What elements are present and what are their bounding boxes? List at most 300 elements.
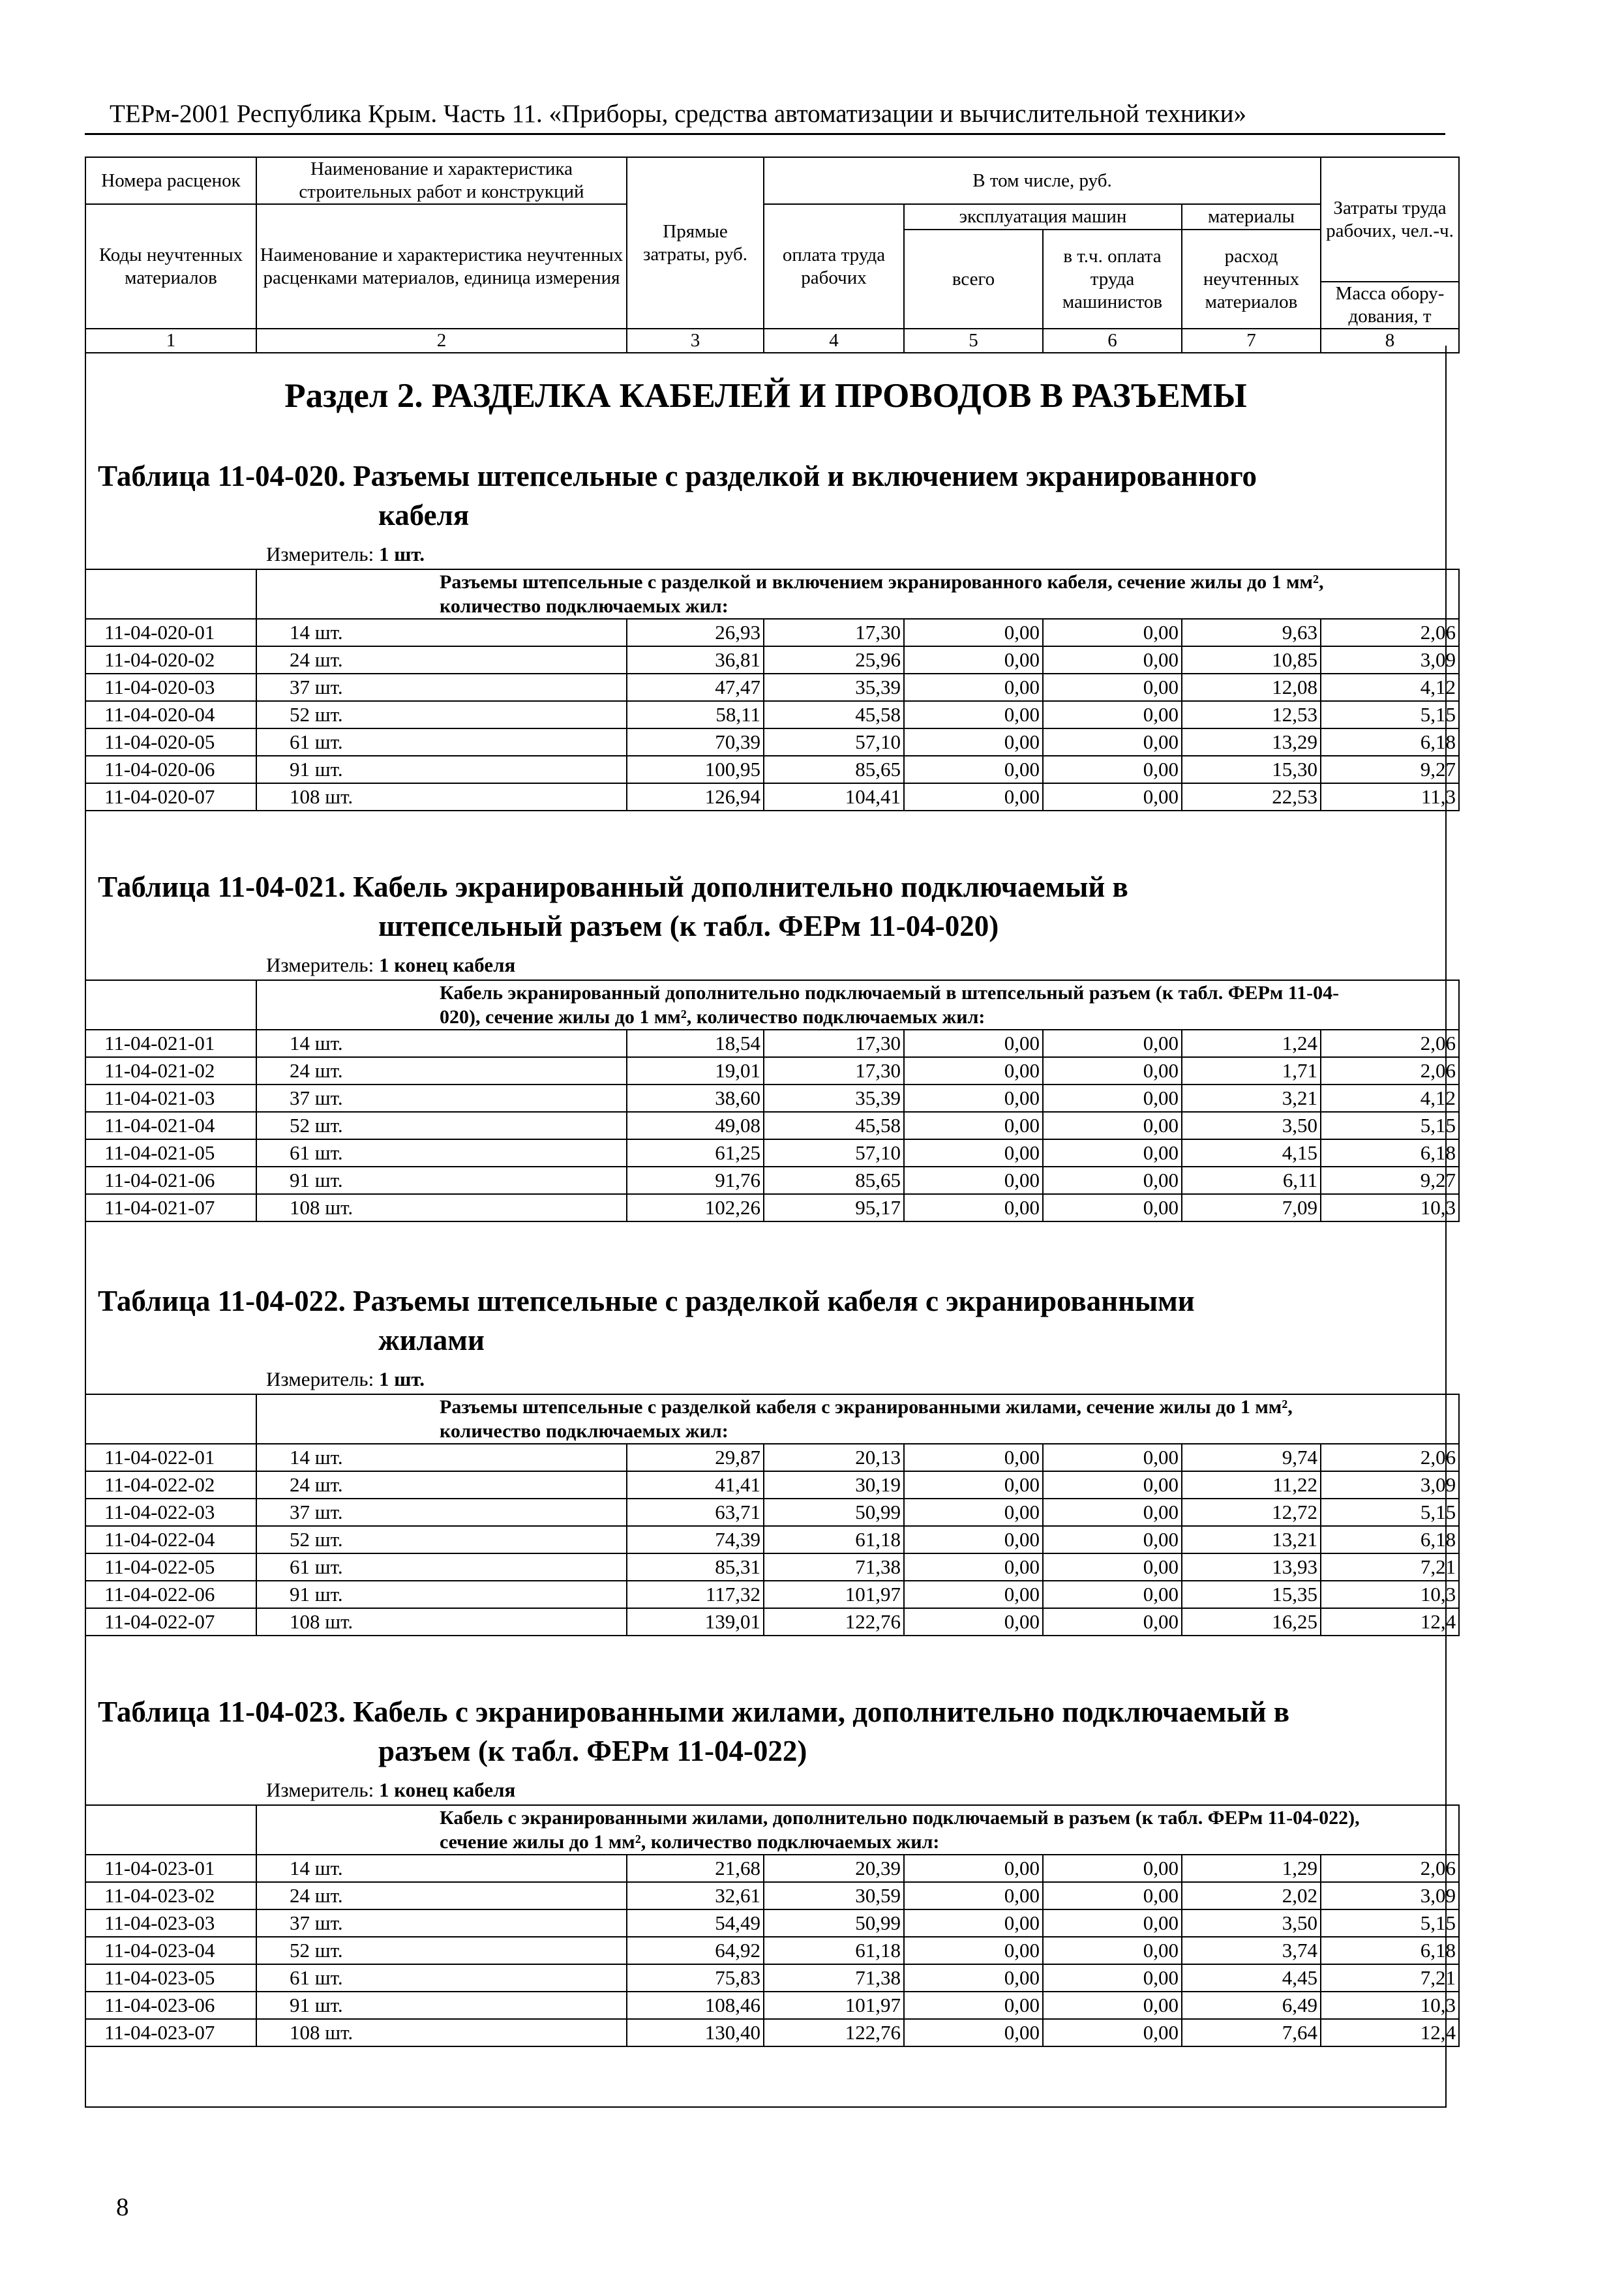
rate-code: 11-04-022-07 bbox=[85, 1608, 256, 1636]
rate-value: 38,60 bbox=[627, 1085, 764, 1112]
rate-value: 3,50 bbox=[1182, 1909, 1321, 1937]
incl-header: В том числе, руб. bbox=[764, 157, 1321, 204]
rate-value: 0,00 bbox=[904, 1964, 1043, 1992]
rate-name: 108 шт. bbox=[256, 1608, 627, 1636]
rate-name: 61 шт. bbox=[256, 1553, 627, 1581]
table-title-line: жилами bbox=[378, 1324, 485, 1356]
rate-value: 101,97 bbox=[764, 1992, 904, 2019]
rate-value: 0,00 bbox=[1043, 1882, 1182, 1909]
running-header: ТЕРм-2001 Республика Крым. Часть 11. «Приборы, средства автоматизации и вычислительной техники» bbox=[110, 100, 1246, 128]
rate-value: 0,00 bbox=[904, 1112, 1043, 1139]
unit-label: Измеритель: bbox=[266, 543, 379, 565]
rate-value: 2,06 bbox=[1321, 1030, 1459, 1057]
rate-value: 15,30 bbox=[1182, 756, 1321, 783]
rate-value: 10,3 bbox=[1321, 1194, 1459, 1221]
rate-value: 0,00 bbox=[904, 2019, 1043, 2046]
rate-value: 0,00 bbox=[1043, 783, 1182, 811]
rate-value: 0,00 bbox=[904, 1057, 1043, 1085]
table-description bbox=[256, 1394, 1459, 1444]
rate-value: 45,58 bbox=[764, 701, 904, 728]
rate-name: 14 шт. bbox=[256, 619, 627, 646]
col7-header: расход неучтенных материалов bbox=[1182, 230, 1321, 329]
rate-value: 0,00 bbox=[904, 1030, 1043, 1057]
rate-value: 7,09 bbox=[1182, 1194, 1321, 1221]
col-num: 5 bbox=[904, 329, 1043, 353]
rate-value: 0,00 bbox=[904, 1194, 1043, 1221]
rate-value: 35,39 bbox=[764, 1085, 904, 1112]
rate-value: 50,99 bbox=[764, 1499, 904, 1526]
rate-value: 0,00 bbox=[1043, 646, 1182, 674]
description-line: количество подключаемых жил: bbox=[440, 1420, 729, 1442]
rate-value: 0,00 bbox=[904, 1581, 1043, 1608]
table-row bbox=[85, 1499, 1459, 1526]
table-row bbox=[85, 701, 1459, 728]
table-description bbox=[256, 980, 1459, 1030]
rate-name: 14 шт. bbox=[256, 1855, 627, 1882]
rate-value: 32,61 bbox=[627, 1882, 764, 1909]
rate-value: 71,38 bbox=[764, 1964, 904, 1992]
rate-value: 0,00 bbox=[1043, 1964, 1182, 1992]
rate-value: 19,01 bbox=[627, 1057, 764, 1085]
rate-name: 24 шт. bbox=[256, 1882, 627, 1909]
col-num: 1 bbox=[85, 329, 256, 353]
rate-value: 61,25 bbox=[627, 1139, 764, 1167]
table-row bbox=[85, 756, 1459, 783]
rate-name: 61 шт. bbox=[256, 1139, 627, 1167]
description-blank-cell bbox=[85, 569, 256, 619]
rate-code: 11-04-021-02 bbox=[85, 1057, 256, 1085]
rate-value: 0,00 bbox=[1043, 1112, 1182, 1139]
rate-value: 0,00 bbox=[904, 1139, 1043, 1167]
rate-name: 108 шт. bbox=[256, 1194, 627, 1221]
col2-header-bottom: Наименование и характеристика неучтенных расценками материалов, единица измерения bbox=[256, 204, 627, 329]
rate-value: 18,54 bbox=[627, 1030, 764, 1057]
rate-value: 64,92 bbox=[627, 1937, 764, 1964]
rate-value: 101,97 bbox=[764, 1581, 904, 1608]
rate-code: 11-04-021-01 bbox=[85, 1030, 256, 1057]
col-num: 6 bbox=[1043, 329, 1182, 353]
rate-value: 5,15 bbox=[1321, 1909, 1459, 1937]
unit-value: 1 шт. bbox=[378, 543, 425, 565]
rate-code: 11-04-023-05 bbox=[85, 1964, 256, 1992]
rate-value: 0,00 bbox=[1043, 701, 1182, 728]
description-line: количество подключаемых жил: bbox=[440, 595, 729, 617]
rate-value: 2,06 bbox=[1321, 1057, 1459, 1085]
rate-code: 11-04-022-05 bbox=[85, 1553, 256, 1581]
rate-value: 0,00 bbox=[1043, 619, 1182, 646]
rate-code: 11-04-020-05 bbox=[85, 728, 256, 756]
rate-value: 0,00 bbox=[1043, 2019, 1182, 2046]
rate-value: 0,00 bbox=[904, 1167, 1043, 1194]
rate-value: 6,18 bbox=[1321, 1937, 1459, 1964]
description-row bbox=[85, 569, 1459, 619]
rate-value: 3,74 bbox=[1182, 1937, 1321, 1964]
rate-value: 10,3 bbox=[1321, 1992, 1459, 2019]
col-num: 3 bbox=[627, 329, 764, 353]
table-row bbox=[85, 1167, 1459, 1194]
col5-header: всего bbox=[904, 230, 1043, 329]
description-line: 020), сечение жилы до 1 мм², количество подключаемых жил: bbox=[440, 1006, 985, 1028]
rate-value: 74,39 bbox=[627, 1526, 764, 1553]
rate-value: 12,08 bbox=[1182, 674, 1321, 701]
rate-value: 17,30 bbox=[764, 1057, 904, 1085]
rate-code: 11-04-023-02 bbox=[85, 1882, 256, 1909]
rate-value: 0,00 bbox=[904, 1909, 1043, 1937]
unit-line bbox=[266, 541, 425, 567]
rate-value: 9,27 bbox=[1321, 756, 1459, 783]
rate-code: 11-04-020-07 bbox=[85, 783, 256, 811]
rate-value: 3,09 bbox=[1321, 1882, 1459, 1909]
rate-code: 11-04-021-07 bbox=[85, 1194, 256, 1221]
rate-code: 11-04-021-06 bbox=[85, 1167, 256, 1194]
rate-value: 5,15 bbox=[1321, 1112, 1459, 1139]
rate-name: 37 шт. bbox=[256, 1499, 627, 1526]
rate-value: 10,3 bbox=[1321, 1581, 1459, 1608]
rate-name: 61 шт. bbox=[256, 1964, 627, 1992]
col2-header-top: Наименование и характеристика строительных работ и конструкций bbox=[256, 157, 627, 204]
rate-value: 41,41 bbox=[627, 1471, 764, 1499]
rate-value: 61,18 bbox=[764, 1937, 904, 1964]
rate-value: 70,39 bbox=[627, 728, 764, 756]
rate-value: 16,25 bbox=[1182, 1608, 1321, 1636]
table-row bbox=[85, 1882, 1459, 1909]
table-title bbox=[98, 1692, 1422, 1771]
table-row bbox=[85, 619, 1459, 646]
rate-name: 91 шт. bbox=[256, 1581, 627, 1608]
rate-value: 0,00 bbox=[904, 646, 1043, 674]
table-title-line: Таблица 11-04-021. Кабель экранированный дополнительно подключаемый в bbox=[98, 871, 1128, 903]
rate-value: 0,00 bbox=[904, 619, 1043, 646]
rate-value: 1,71 bbox=[1182, 1057, 1321, 1085]
rate-value: 13,29 bbox=[1182, 728, 1321, 756]
rate-value: 20,13 bbox=[764, 1444, 904, 1471]
rate-value: 1,24 bbox=[1182, 1030, 1321, 1057]
rate-value: 4,12 bbox=[1321, 674, 1459, 701]
rate-value: 35,39 bbox=[764, 674, 904, 701]
description-blank-cell bbox=[85, 980, 256, 1030]
rate-value: 0,00 bbox=[1043, 1085, 1182, 1112]
rate-value: 17,30 bbox=[764, 619, 904, 646]
rate-value: 25,96 bbox=[764, 646, 904, 674]
table-row bbox=[85, 728, 1459, 756]
table-row bbox=[85, 1526, 1459, 1553]
col8-header-bottom: Масса обору-дования, т bbox=[1321, 282, 1459, 329]
rate-value: 104,41 bbox=[764, 783, 904, 811]
rate-name: 91 шт. bbox=[256, 1992, 627, 2019]
rate-value: 2,06 bbox=[1321, 1444, 1459, 1471]
rate-value: 7,21 bbox=[1321, 1553, 1459, 1581]
rate-name: 37 шт. bbox=[256, 1085, 627, 1112]
rate-name: 14 шт. bbox=[256, 1444, 627, 1471]
col8-header-top: Затраты труда рабочих, чел.-ч. bbox=[1321, 157, 1459, 282]
rate-value: 0,00 bbox=[1043, 1909, 1182, 1937]
rate-value: 5,15 bbox=[1321, 1499, 1459, 1526]
table-row bbox=[85, 2019, 1459, 2046]
rate-code: 11-04-020-02 bbox=[85, 646, 256, 674]
table-row bbox=[85, 1855, 1459, 1882]
description-line: Кабель экранированный дополнительно подключаемый в штепсельный разъем (к табл. ФЕРм 11-04- bbox=[440, 982, 1340, 1004]
rate-value: 95,17 bbox=[764, 1194, 904, 1221]
rate-value: 0,00 bbox=[1043, 1471, 1182, 1499]
rate-value: 54,49 bbox=[627, 1909, 764, 1937]
materials-header: материалы bbox=[1182, 204, 1321, 230]
rate-value: 11,22 bbox=[1182, 1471, 1321, 1499]
table-row bbox=[85, 646, 1459, 674]
rate-code: 11-04-020-06 bbox=[85, 756, 256, 783]
rate-value: 12,4 bbox=[1321, 2019, 1459, 2046]
rate-value: 3,21 bbox=[1182, 1085, 1321, 1112]
unit-line bbox=[266, 1366, 425, 1392]
rate-value: 2,06 bbox=[1321, 1855, 1459, 1882]
rate-value: 102,26 bbox=[627, 1194, 764, 1221]
rate-name: 108 шт. bbox=[256, 783, 627, 811]
table-row bbox=[85, 1030, 1459, 1057]
rate-code: 11-04-023-04 bbox=[85, 1937, 256, 1964]
description-line: сечение жилы до 1 мм², количество подключаемых жил: bbox=[440, 1831, 940, 1853]
table-row bbox=[85, 783, 1459, 811]
rate-value: 0,00 bbox=[1043, 1992, 1182, 2019]
rate-value: 36,81 bbox=[627, 646, 764, 674]
rate-code: 11-04-023-03 bbox=[85, 1909, 256, 1937]
table-row bbox=[85, 1964, 1459, 1992]
description-blank-cell bbox=[85, 1805, 256, 1855]
rate-value: 122,76 bbox=[764, 2019, 904, 2046]
rate-value: 0,00 bbox=[904, 728, 1043, 756]
col-num: 7 bbox=[1182, 329, 1321, 353]
rate-value: 117,32 bbox=[627, 1581, 764, 1608]
rate-name: 52 шт. bbox=[256, 1526, 627, 1553]
rate-value: 20,39 bbox=[764, 1855, 904, 1882]
table-description bbox=[256, 1805, 1459, 1855]
rate-value: 0,00 bbox=[1043, 1608, 1182, 1636]
col3-header: Прямые затраты, руб. bbox=[627, 157, 764, 329]
rates-table bbox=[85, 1804, 1460, 2047]
rate-value: 3,09 bbox=[1321, 1471, 1459, 1499]
unit-label: Измеритель: bbox=[266, 953, 379, 976]
rate-value: 0,00 bbox=[1043, 1526, 1182, 1553]
rate-name: 91 шт. bbox=[256, 1167, 627, 1194]
rate-value: 30,19 bbox=[764, 1471, 904, 1499]
rate-code: 11-04-022-06 bbox=[85, 1581, 256, 1608]
rate-name: 37 шт. bbox=[256, 1909, 627, 1937]
rate-value: 10,85 bbox=[1182, 646, 1321, 674]
rate-code: 11-04-021-05 bbox=[85, 1139, 256, 1167]
rate-name: 37 шт. bbox=[256, 674, 627, 701]
rate-value: 12,72 bbox=[1182, 1499, 1321, 1526]
rate-code: 11-04-023-07 bbox=[85, 2019, 256, 2046]
unit-label: Измеритель: bbox=[266, 1778, 379, 1801]
rate-code: 11-04-022-02 bbox=[85, 1471, 256, 1499]
rate-value: 85,65 bbox=[764, 1167, 904, 1194]
table-row bbox=[85, 1937, 1459, 1964]
rates-table bbox=[85, 569, 1460, 811]
table-title bbox=[98, 1281, 1422, 1360]
table-description bbox=[256, 569, 1459, 619]
table-title bbox=[98, 456, 1422, 535]
rate-value: 12,4 bbox=[1321, 1608, 1459, 1636]
rate-value: 91,76 bbox=[627, 1167, 764, 1194]
section-title: Раздел 2. РАЗДЕЛКА КАБЕЛЕЙ И ПРОВОДОВ В РАЗЪЕМЫ bbox=[284, 377, 1247, 415]
rate-value: 130,40 bbox=[627, 2019, 764, 2046]
rate-value: 26,93 bbox=[627, 619, 764, 646]
rate-value: 0,00 bbox=[904, 1992, 1043, 2019]
rate-value: 12,53 bbox=[1182, 701, 1321, 728]
table-title-line: Таблица 11-04-020. Разъемы штепсельные с разделкой и включением экранированного bbox=[98, 460, 1257, 492]
rate-value: 0,00 bbox=[904, 783, 1043, 811]
rate-name: 24 шт. bbox=[256, 1471, 627, 1499]
description-row bbox=[85, 980, 1459, 1030]
rate-value: 9,27 bbox=[1321, 1167, 1459, 1194]
table-row bbox=[85, 1608, 1459, 1636]
rate-name: 52 шт. bbox=[256, 701, 627, 728]
unit-line bbox=[266, 952, 515, 978]
rate-value: 122,76 bbox=[764, 1608, 904, 1636]
rate-name: 52 шт. bbox=[256, 1937, 627, 1964]
rate-code: 11-04-021-04 bbox=[85, 1112, 256, 1139]
rate-value: 47,47 bbox=[627, 674, 764, 701]
rate-value: 0,00 bbox=[904, 1526, 1043, 1553]
rate-name: 24 шт. bbox=[256, 1057, 627, 1085]
rate-name: 24 шт. bbox=[256, 646, 627, 674]
rate-value: 7,21 bbox=[1321, 1964, 1459, 1992]
rate-value: 85,31 bbox=[627, 1553, 764, 1581]
rate-value: 0,00 bbox=[1043, 1581, 1182, 1608]
rate-value: 0,00 bbox=[1043, 1167, 1182, 1194]
table-row bbox=[85, 1139, 1459, 1167]
rate-value: 0,00 bbox=[1043, 1139, 1182, 1167]
col4-header: оплата труда рабочих bbox=[764, 204, 904, 329]
rate-code: 11-04-020-01 bbox=[85, 619, 256, 646]
rate-value: 2,06 bbox=[1321, 619, 1459, 646]
rate-value: 5,15 bbox=[1321, 701, 1459, 728]
rates-table bbox=[85, 1394, 1460, 1636]
rate-value: 0,00 bbox=[904, 1608, 1043, 1636]
rate-value: 50,99 bbox=[764, 1909, 904, 1937]
rate-value: 0,00 bbox=[1043, 728, 1182, 756]
rate-value: 0,00 bbox=[904, 1444, 1043, 1471]
rate-value: 61,18 bbox=[764, 1526, 904, 1553]
description-blank-cell bbox=[85, 1394, 256, 1444]
table-row bbox=[85, 1112, 1459, 1139]
rate-value: 0,00 bbox=[904, 1937, 1043, 1964]
rate-value: 9,63 bbox=[1182, 619, 1321, 646]
unit-value: 1 конец кабеля bbox=[378, 953, 516, 976]
rate-value: 49,08 bbox=[627, 1112, 764, 1139]
rate-value: 13,93 bbox=[1182, 1553, 1321, 1581]
rate-value: 30,59 bbox=[764, 1882, 904, 1909]
table-row bbox=[85, 1909, 1459, 1937]
rate-value: 6,18 bbox=[1321, 1526, 1459, 1553]
rate-value: 0,00 bbox=[1043, 1937, 1182, 1964]
description-row bbox=[85, 1394, 1459, 1444]
rates-table bbox=[85, 980, 1460, 1222]
rate-value: 0,00 bbox=[1043, 1444, 1182, 1471]
table-row bbox=[85, 1581, 1459, 1608]
unit-value: 1 шт. bbox=[378, 1368, 425, 1390]
description-line: Разъемы штепсельные с разделкой кабеля с экранированными жилами, сечение жилы до 1 мм², bbox=[440, 1396, 1293, 1418]
rate-value: 6,18 bbox=[1321, 728, 1459, 756]
rate-value: 3,09 bbox=[1321, 646, 1459, 674]
rate-name: 108 шт. bbox=[256, 2019, 627, 2046]
rate-code: 11-04-022-03 bbox=[85, 1499, 256, 1526]
rate-value: 3,50 bbox=[1182, 1112, 1321, 1139]
table-row bbox=[85, 1444, 1459, 1471]
page-number: 8 bbox=[116, 2193, 129, 2221]
col6-header: в т.ч. оплата труда машинистов bbox=[1043, 230, 1182, 329]
table-title-line: разъем (к табл. ФЕРм 11-04-022) bbox=[378, 1735, 807, 1767]
rate-value: 0,00 bbox=[904, 1471, 1043, 1499]
machines-header: эксплуатация машин bbox=[904, 204, 1182, 230]
rate-name: 91 шт. bbox=[256, 756, 627, 783]
table-row bbox=[85, 1194, 1459, 1221]
rate-value: 85,65 bbox=[764, 756, 904, 783]
table-title-line: штепсельный разъем (к табл. ФЕРм 11-04-020) bbox=[378, 910, 999, 942]
rate-value: 0,00 bbox=[904, 1882, 1043, 1909]
rate-code: 11-04-023-01 bbox=[85, 1855, 256, 1882]
col-num: 8 bbox=[1321, 329, 1459, 353]
table-row bbox=[85, 1057, 1459, 1085]
description-line: Кабель с экранированными жилами, дополнительно подключаемый в разъем (к табл. ФЕРм 11-04-022), bbox=[440, 1807, 1360, 1829]
rate-code: 11-04-021-03 bbox=[85, 1085, 256, 1112]
rate-value: 57,10 bbox=[764, 1139, 904, 1167]
rate-value: 0,00 bbox=[904, 756, 1043, 783]
description-row bbox=[85, 1805, 1459, 1855]
rate-name: 61 шт. bbox=[256, 728, 627, 756]
unit-value: 1 конец кабеля bbox=[378, 1778, 516, 1801]
table-title bbox=[98, 867, 1422, 946]
rate-value: 0,00 bbox=[904, 674, 1043, 701]
rate-value: 0,00 bbox=[1043, 1553, 1182, 1581]
rate-value: 0,00 bbox=[904, 1553, 1043, 1581]
rate-value: 0,00 bbox=[1043, 1194, 1182, 1221]
column-header-table bbox=[85, 157, 1460, 353]
rate-value: 17,30 bbox=[764, 1030, 904, 1057]
table-row bbox=[85, 1992, 1459, 2019]
rate-value: 0,00 bbox=[904, 1855, 1043, 1882]
description-line: Разъемы штепсельные с разделкой и включением экранированного кабеля, сечение жилы до 1 мм², bbox=[440, 571, 1324, 593]
col-num: 4 bbox=[764, 329, 904, 353]
table-row bbox=[85, 1471, 1459, 1499]
rate-value: 0,00 bbox=[1043, 1855, 1182, 1882]
rate-value: 0,00 bbox=[1043, 1030, 1182, 1057]
rate-value: 6,11 bbox=[1182, 1167, 1321, 1194]
table-row bbox=[85, 1085, 1459, 1112]
rate-code: 11-04-020-04 bbox=[85, 701, 256, 728]
rate-value: 58,11 bbox=[627, 701, 764, 728]
rate-value: 0,00 bbox=[904, 1499, 1043, 1526]
rate-value: 4,12 bbox=[1321, 1085, 1459, 1112]
rate-value: 100,95 bbox=[627, 756, 764, 783]
rate-value: 15,35 bbox=[1182, 1581, 1321, 1608]
rate-code: 11-04-022-04 bbox=[85, 1526, 256, 1553]
table-title-line: кабеля bbox=[378, 499, 470, 531]
rate-value: 0,00 bbox=[1043, 1499, 1182, 1526]
rate-value: 1,29 bbox=[1182, 1855, 1321, 1882]
col-num: 2 bbox=[256, 329, 627, 353]
rate-value: 4,15 bbox=[1182, 1139, 1321, 1167]
rate-value: 21,68 bbox=[627, 1855, 764, 1882]
rate-value: 6,18 bbox=[1321, 1139, 1459, 1167]
rate-value: 0,00 bbox=[904, 1085, 1043, 1112]
rate-value: 11,3 bbox=[1321, 783, 1459, 811]
rate-value: 71,38 bbox=[764, 1553, 904, 1581]
unit-line bbox=[266, 1777, 515, 1803]
rate-value: 13,21 bbox=[1182, 1526, 1321, 1553]
rate-value: 0,00 bbox=[1043, 1057, 1182, 1085]
rate-name: 52 шт. bbox=[256, 1112, 627, 1139]
rate-code: 11-04-022-01 bbox=[85, 1444, 256, 1471]
rate-value: 45,58 bbox=[764, 1112, 904, 1139]
